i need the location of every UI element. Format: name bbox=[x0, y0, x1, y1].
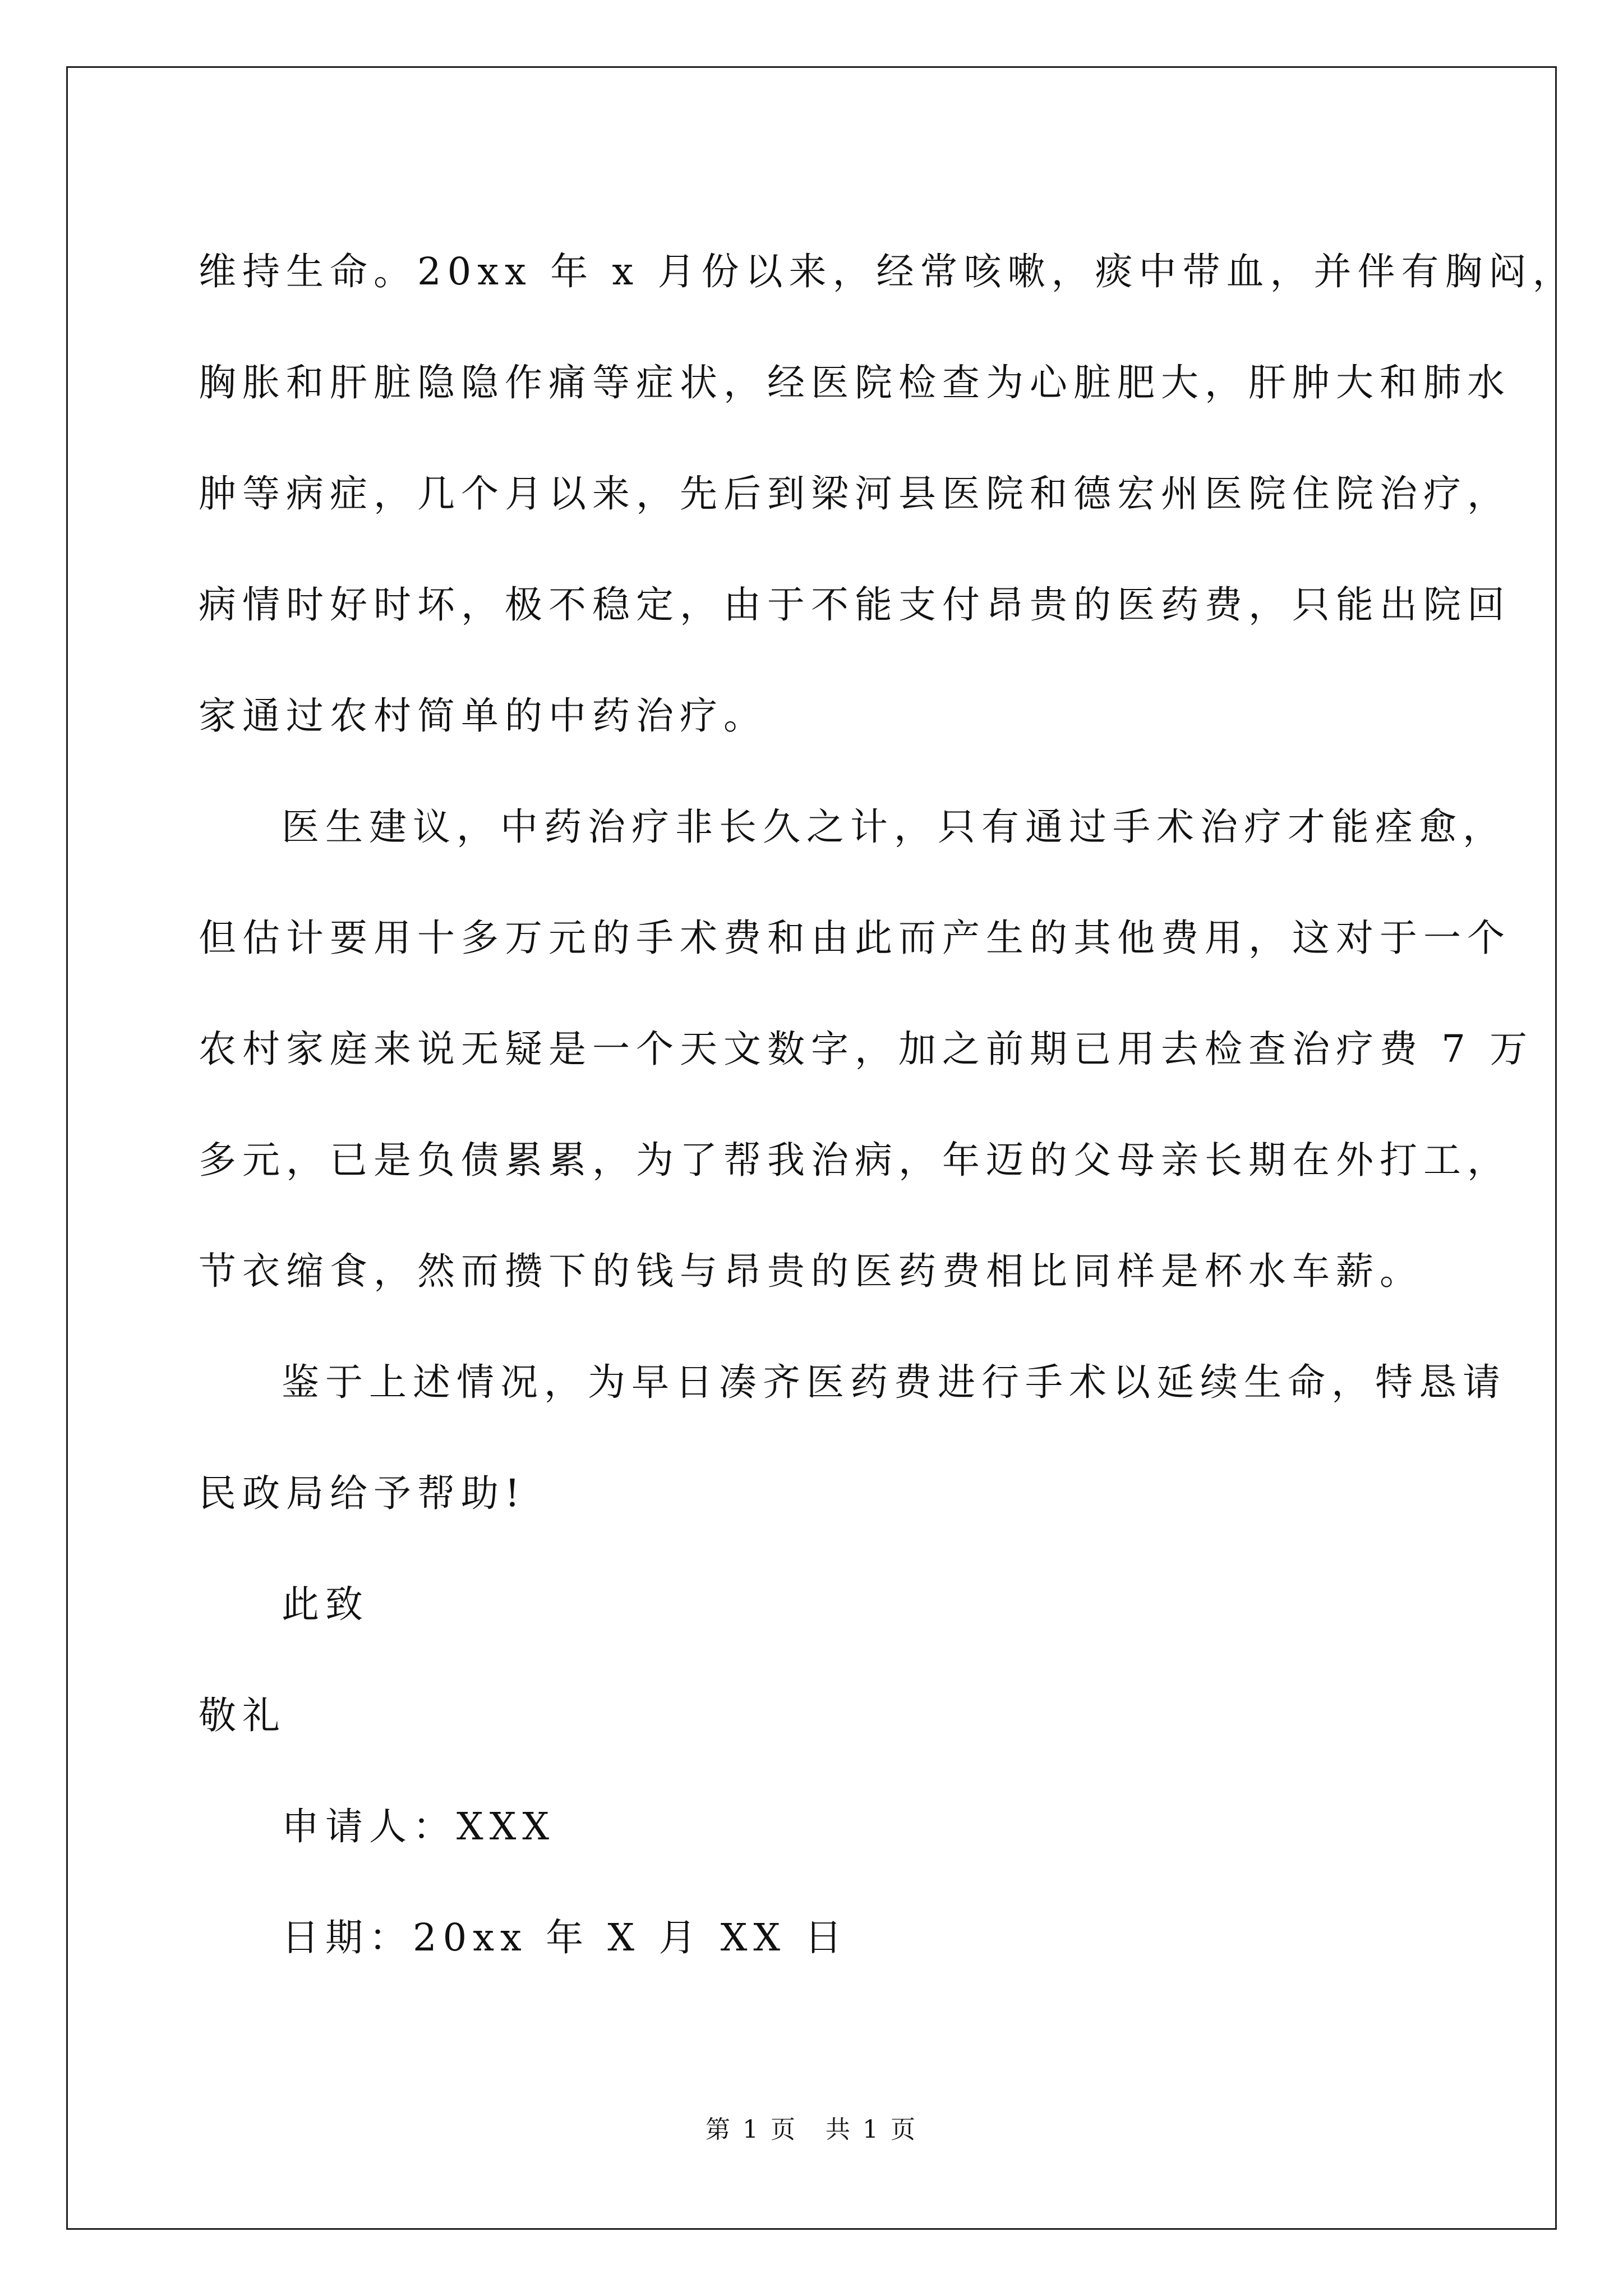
closing-respect: 敬礼 bbox=[199, 1694, 286, 1737]
page-total: 共 1 页 bbox=[826, 2115, 917, 2144]
text-line: 医生建议，中药治疗非长久之计，只有通过手术治疗才能痊愈， bbox=[282, 805, 1506, 849]
text-line: 肿等病症，几个月以来，先后到梁河县医院和德宏州医院住院治疗， bbox=[199, 472, 1511, 516]
applicant-signature: 申请人：XXX bbox=[282, 1805, 556, 1848]
page-footer bbox=[0, 2109, 1623, 2145]
text-line: 胸胀和肝脏隐隐作痛等症状，经医院检查为心脏肥大，肝肿大和肺水 bbox=[199, 361, 1511, 404]
letter-body bbox=[199, 216, 1576, 1993]
letter-date: 日期：20xx 年 X 月 XX 日 bbox=[282, 1916, 849, 1959]
closing-salutation: 此致 bbox=[282, 1582, 369, 1626]
text-line: 但估计要用十多万元的手术费和由此而产生的其他费用，这对于一个 bbox=[199, 916, 1511, 960]
text-line: 农村家庭来说无疑是一个天文数字，加之前期已用去检查治疗费 7 万 bbox=[199, 1027, 1534, 1071]
text-line: 病情时好时坏，极不稳定，由于不能支付昂贵的医药费，只能出院回 bbox=[199, 583, 1511, 627]
text-line: 节衣缩食，然而攒下的钱与昂贵的医药费相比同样是杯水车薪。 bbox=[199, 1249, 1423, 1293]
text-line: 多元，已是负债累累，为了帮我治病，年迈的父母亲长期在外打工， bbox=[199, 1138, 1511, 1182]
text-line: 民政局给予帮助! bbox=[199, 1471, 526, 1515]
text-line: 鉴于上述情况，为早日凑齐医药费进行手术以延续生命，特恳请 bbox=[282, 1360, 1506, 1404]
text-line: 家通过农村简单的中药治疗。 bbox=[199, 694, 767, 738]
text-line: 维持生命。20xx 年 x 月份以来，经常咳嗽，痰中带血，并伴有胸闷， bbox=[199, 250, 1576, 293]
page-number: 第 1 页 bbox=[706, 2115, 797, 2144]
